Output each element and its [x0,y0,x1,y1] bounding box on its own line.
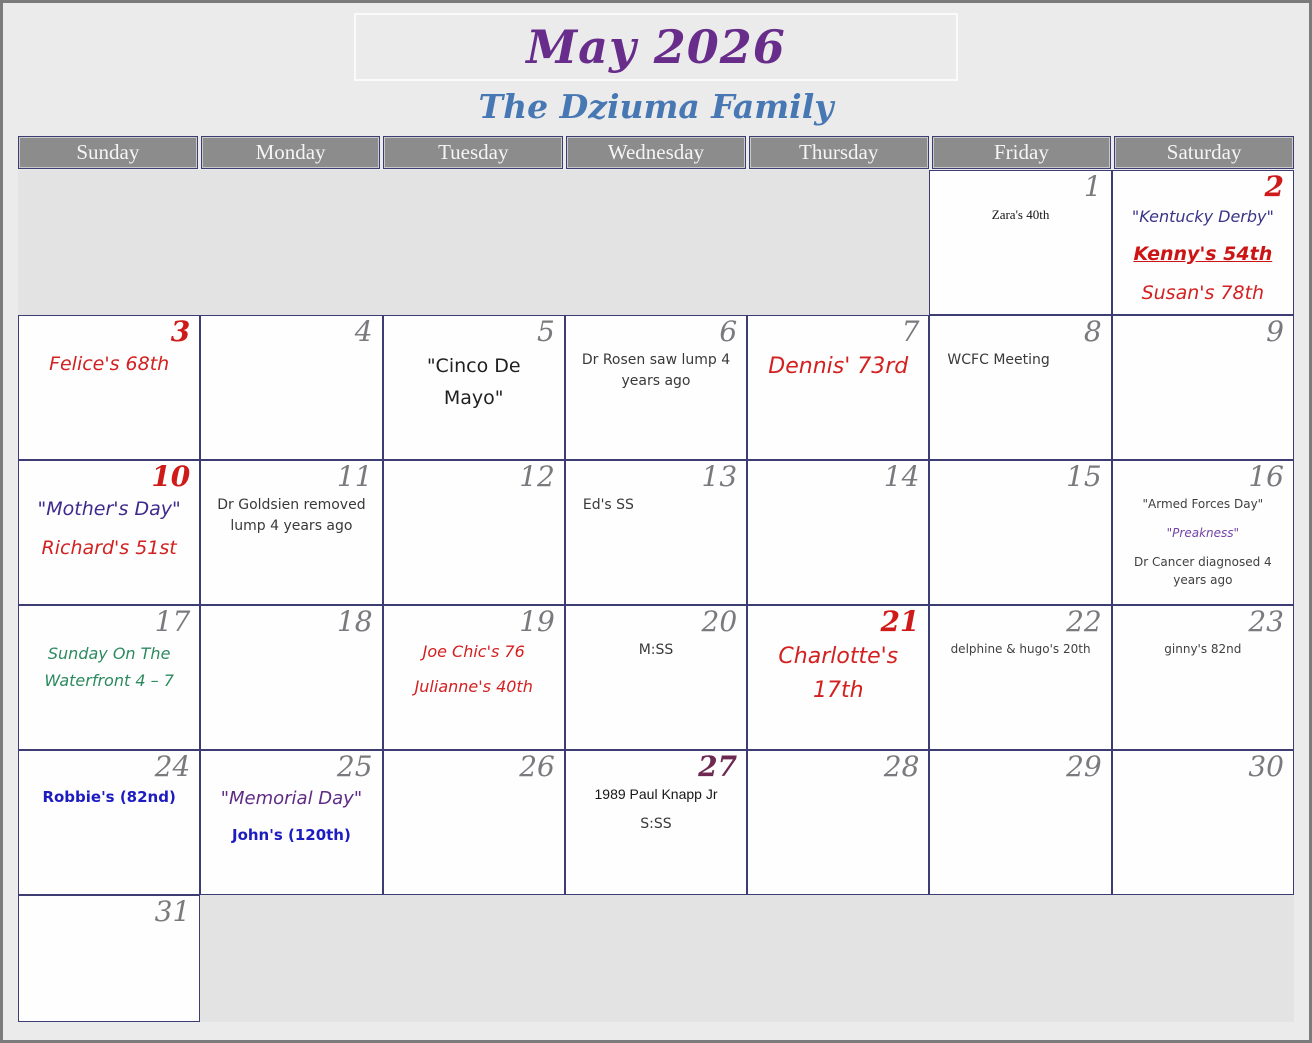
event-text: Sunday On The Waterfront 4 – 7 [44,643,174,690]
date-number: 6 [719,315,738,348]
event-list [384,348,564,415]
event-text: "Kentucky Derby" [1131,206,1274,226]
day-cell-12 [383,460,565,605]
date-number: 12 [519,460,555,493]
calendar-page [3,13,1309,1022]
event-text: Robbie's (82nd) [42,787,176,806]
date-number: 1 [1083,170,1102,203]
date-number: 2 [1264,170,1284,203]
date-number: 19 [519,605,555,638]
date-number: 3 [170,315,191,348]
event-text: Dr Goldsien removed lump 4 years ago [217,496,366,534]
weekday-header-friday: Friday [932,136,1112,169]
date-number: 26 [519,750,555,783]
day-cell-5 [383,315,565,460]
event-text: Dr Cancer diagnosed 4 years ago [1134,554,1272,587]
day-cell-18 [200,605,382,750]
date-number: 21 [880,605,920,638]
week-row-2 [18,315,1294,460]
date-number: 23 [1248,605,1284,638]
day-cell-20 [565,605,747,750]
date-number: 11 [336,460,373,493]
date-number: 18 [336,605,373,638]
event-text: Susan's 78th [1141,282,1265,305]
event-text: Kenny's 54th [1133,242,1273,265]
event-text: Charlotte's 17th [778,643,899,703]
event-list [566,638,746,661]
event-text: "Preakness" [1166,525,1240,540]
event-text: ginny's 82nd [1164,641,1242,656]
event-list [566,783,746,835]
date-number: 22 [1066,605,1102,638]
event-text: Julianne's 40th [414,676,533,696]
day-cell-31 [18,895,200,1022]
page-title: May 2026 [526,20,786,74]
day-cell-2 [1112,170,1294,315]
event-text: Felice's 68th [49,352,170,375]
event-list [201,783,381,847]
date-number: 27 [698,750,738,783]
day-cell-25 [200,750,382,895]
date-number: 13 [701,460,738,493]
weekday-header-tuesday: Tuesday [383,136,563,169]
weekday-header-saturday: Saturday [1114,136,1294,169]
event-list [201,638,381,640]
event-list [201,493,381,537]
page-subtitle: The Dziuma Family [478,87,834,126]
event-text: 1989 Paul Knapp Jr [594,785,718,802]
event-list [1113,203,1293,308]
event-list [19,638,199,694]
event-list [1113,783,1293,785]
event-list [748,493,928,495]
event-text: Dennis' 73rd [768,353,909,379]
event-list [1113,638,1293,658]
weekday-header-row [18,136,1294,169]
event-list [748,783,928,785]
date-number: 29 [1066,750,1102,783]
day-cell-30 [1112,750,1294,895]
weekday-header-thursday: Thursday [749,136,929,169]
event-list [201,348,381,350]
day-cell-28 [747,750,929,895]
day-cell-16 [1112,460,1294,605]
event-list [748,348,928,384]
event-text: "Armed Forces Day" [1142,496,1264,511]
day-cell-23 [1112,605,1294,750]
week-row-6 [18,895,1294,1022]
event-list [566,493,746,516]
week-row-3 [18,460,1294,605]
event-text: "Cinco De Mayo" [426,354,521,410]
event-text: "Memorial Day" [220,787,363,809]
date-number: 9 [1266,315,1284,348]
day-cell-17 [18,605,200,750]
day-cell-4 [200,315,382,460]
date-number: 17 [154,605,191,638]
event-text: Ed's SS [582,496,634,513]
event-list [748,638,928,708]
day-cell-21 [747,605,929,750]
event-list [384,493,564,495]
day-cell-7 [747,315,929,460]
date-number: 7 [901,315,920,348]
date-number: 20 [701,605,738,638]
event-text: delphine & hugo's 20th [950,641,1091,656]
event-list [19,348,199,379]
day-cell-27 [565,750,747,895]
date-number: 8 [1083,315,1102,348]
event-list [1113,348,1293,350]
event-list [19,928,199,930]
event-list [930,783,1110,785]
week-row-4 [18,605,1294,750]
week-row-1 [18,170,1294,315]
event-list [1113,493,1293,589]
event-text: Dr Rosen saw lump 4 years ago [581,351,731,389]
day-cell-22 [929,605,1111,750]
event-list [930,638,1110,658]
date-number: 30 [1248,750,1284,783]
weekday-header-sunday: Sunday [18,136,198,169]
event-list [566,348,746,392]
date-number: 16 [1248,460,1284,493]
event-list [19,493,199,563]
event-text: S:SS [640,815,672,832]
day-cell-15 [929,460,1111,605]
event-text: "Mother's Day" [37,497,181,520]
date-number: 14 [883,460,920,493]
day-cell-19 [383,605,565,750]
event-list [930,348,1110,371]
event-text: M:SS [638,641,674,658]
day-cell-29 [929,750,1111,895]
day-cell-8 [929,315,1111,460]
event-list [19,783,199,809]
day-cell-1 [929,170,1111,315]
date-number: 5 [537,315,555,348]
date-number: 25 [336,750,373,783]
event-text: Richard's 51st [41,537,177,560]
weekday-header-monday: Monday [201,136,381,169]
day-cell-13 [565,460,747,605]
date-number: 15 [1066,460,1102,493]
event-text: WCFC Meeting [947,351,1050,368]
event-list [384,783,564,785]
blank-area [200,895,1294,1022]
date-number: 28 [883,750,920,783]
day-cell-26 [383,750,565,895]
day-cell-6 [565,315,747,460]
day-cell-3 [18,315,200,460]
event-text: Joe Chic's 76 [422,641,525,661]
day-cell-14 [747,460,929,605]
week-row-5 [18,750,1294,895]
day-cell-11 [200,460,382,605]
event-list [930,203,1110,225]
event-list [384,638,564,699]
day-cell-9 [1112,315,1294,460]
blank-area [18,170,929,315]
day-cell-24 [18,750,200,895]
event-text: John's (120th) [231,825,351,844]
event-list [930,493,1110,495]
day-cell-10 [18,460,200,605]
title-box [354,13,958,81]
date-number: 31 [154,895,191,928]
date-number: 24 [154,750,191,783]
date-number: 10 [151,460,191,493]
weekday-header-wednesday: Wednesday [566,136,746,169]
calendar-grid [18,170,1294,1022]
event-text: Zara's 40th [991,206,1050,222]
date-number: 4 [354,315,373,348]
